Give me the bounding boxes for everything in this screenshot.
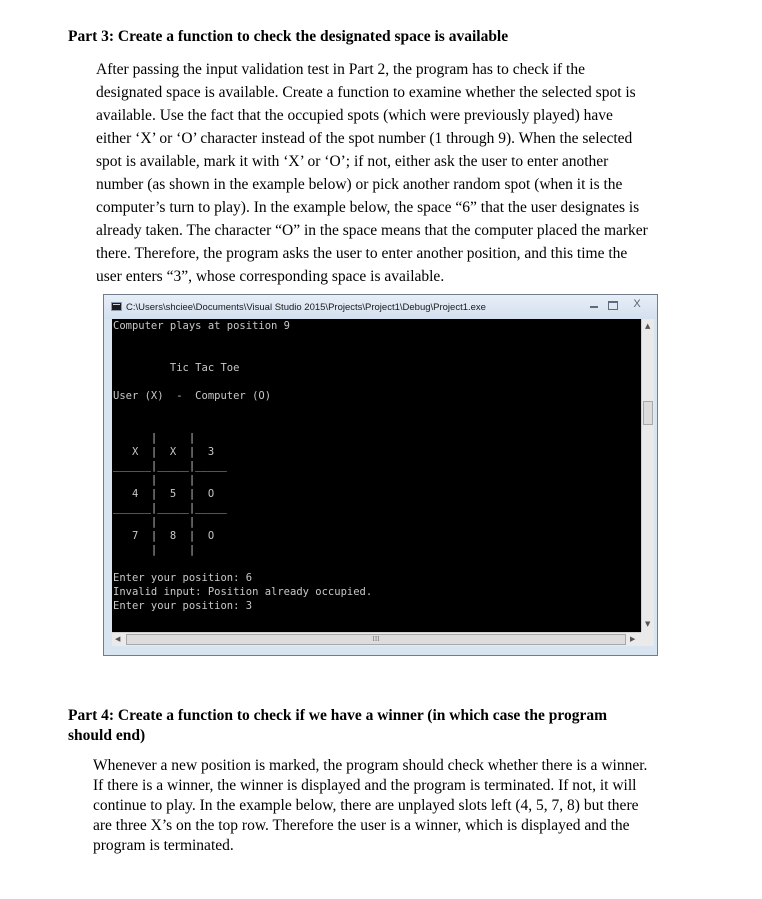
scroll-up-icon[interactable]: ▲ xyxy=(645,322,651,330)
board-line: ______|_____|_____ xyxy=(113,502,227,514)
part3-line: computer’s turn to play). In the example below, the space “6” that the user designates is xyxy=(96,199,640,216)
console-titlebar xyxy=(104,295,657,319)
console-title: C:\Users\shciee\Documents\Visual Studio 2015\Projects\Project1\Debug\Project1.exe xyxy=(126,302,486,313)
part3-heading: Part 3: Create a function to check the designated space is available xyxy=(68,28,509,45)
part4-heading-cont: should end) xyxy=(68,727,146,744)
board-line: X | X | 3 xyxy=(113,446,215,458)
part3-line: spot is available, mark it with ‘X’ or ‘O’; if not, either ask the user to enter another xyxy=(96,153,609,170)
board-line: | | xyxy=(113,516,196,528)
console-line: Computer plays at position 9 xyxy=(113,320,291,332)
board-line: | | xyxy=(113,544,196,556)
console-line: User (X) - Computer (O) xyxy=(113,390,272,402)
console-line: Invalid input: Position already occupied. xyxy=(113,586,373,598)
board-line: ______|_____|_____ xyxy=(113,460,227,472)
console-window xyxy=(103,294,658,656)
resize-grip-icon[interactable] xyxy=(641,632,654,646)
console-output xyxy=(112,319,641,632)
part3-line: available. Use the fact that the occupied spots (which were previously played) have xyxy=(96,107,613,124)
board-line: | | xyxy=(113,474,196,486)
close-icon[interactable]: X xyxy=(633,298,641,310)
horizontal-scrollbar[interactable] xyxy=(112,632,641,646)
console-line: Enter your position: 6 xyxy=(113,572,253,584)
part3-line: there. Therefore, the program asks the user to enter another position, and this time the xyxy=(96,245,628,262)
scroll-right-icon[interactable]: ▶ xyxy=(630,635,636,643)
part4-heading: Part 4: Create a function to check if we have a winner (in which case the program xyxy=(68,707,607,724)
part4-line: continue to play. In the example below, there are unplayed slots left (4, 5, 7, 8) but there xyxy=(93,797,639,814)
horizontal-scroll-thumb[interactable]: III xyxy=(126,634,626,645)
part4-line: If there is a winner, the winner is displayed and the program is terminated. If not, it will xyxy=(93,777,637,794)
maximize-icon[interactable] xyxy=(604,298,621,312)
board-line: 7 | 8 | O xyxy=(113,530,215,542)
board-line: 4 | 5 | O xyxy=(113,488,215,500)
part4-line: program is terminated. xyxy=(93,837,234,854)
scroll-left-icon[interactable]: ◀ xyxy=(115,635,121,643)
minimize-icon[interactable] xyxy=(585,298,602,312)
console-app-icon xyxy=(111,302,122,311)
part3-line: already taken. The character “O” in the space means that the computer placed the marker xyxy=(96,222,648,239)
part4-line: Whenever a new position is marked, the program should check whether there is a winner. xyxy=(93,757,648,774)
part3-line: either ‘X’ or ‘O’ character instead of the spot number (1 through 9). When the selected xyxy=(96,130,633,147)
scroll-down-icon[interactable]: ▼ xyxy=(645,620,651,628)
vertical-scroll-thumb[interactable] xyxy=(643,401,653,425)
part3-line: user enters “3”, whose corresponding space is available. xyxy=(96,268,445,285)
console-line: Enter your position: 3 xyxy=(113,600,253,612)
part3-line: number (as shown in the example below) or pick another random spot (when it is the xyxy=(96,176,623,193)
board-line: | | xyxy=(113,432,196,444)
console-line: Tic Tac Toe xyxy=(113,362,240,374)
vertical-scrollbar[interactable] xyxy=(641,319,654,632)
part3-line: designated space is available. Create a function to examine whether the selected spot is xyxy=(96,84,636,101)
part3-line: After passing the input validation test in Part 2, the program has to check if the xyxy=(96,61,585,78)
part4-line: are three X’s on the top row. Therefore the user is a winner, which is displayed and the xyxy=(93,817,630,834)
